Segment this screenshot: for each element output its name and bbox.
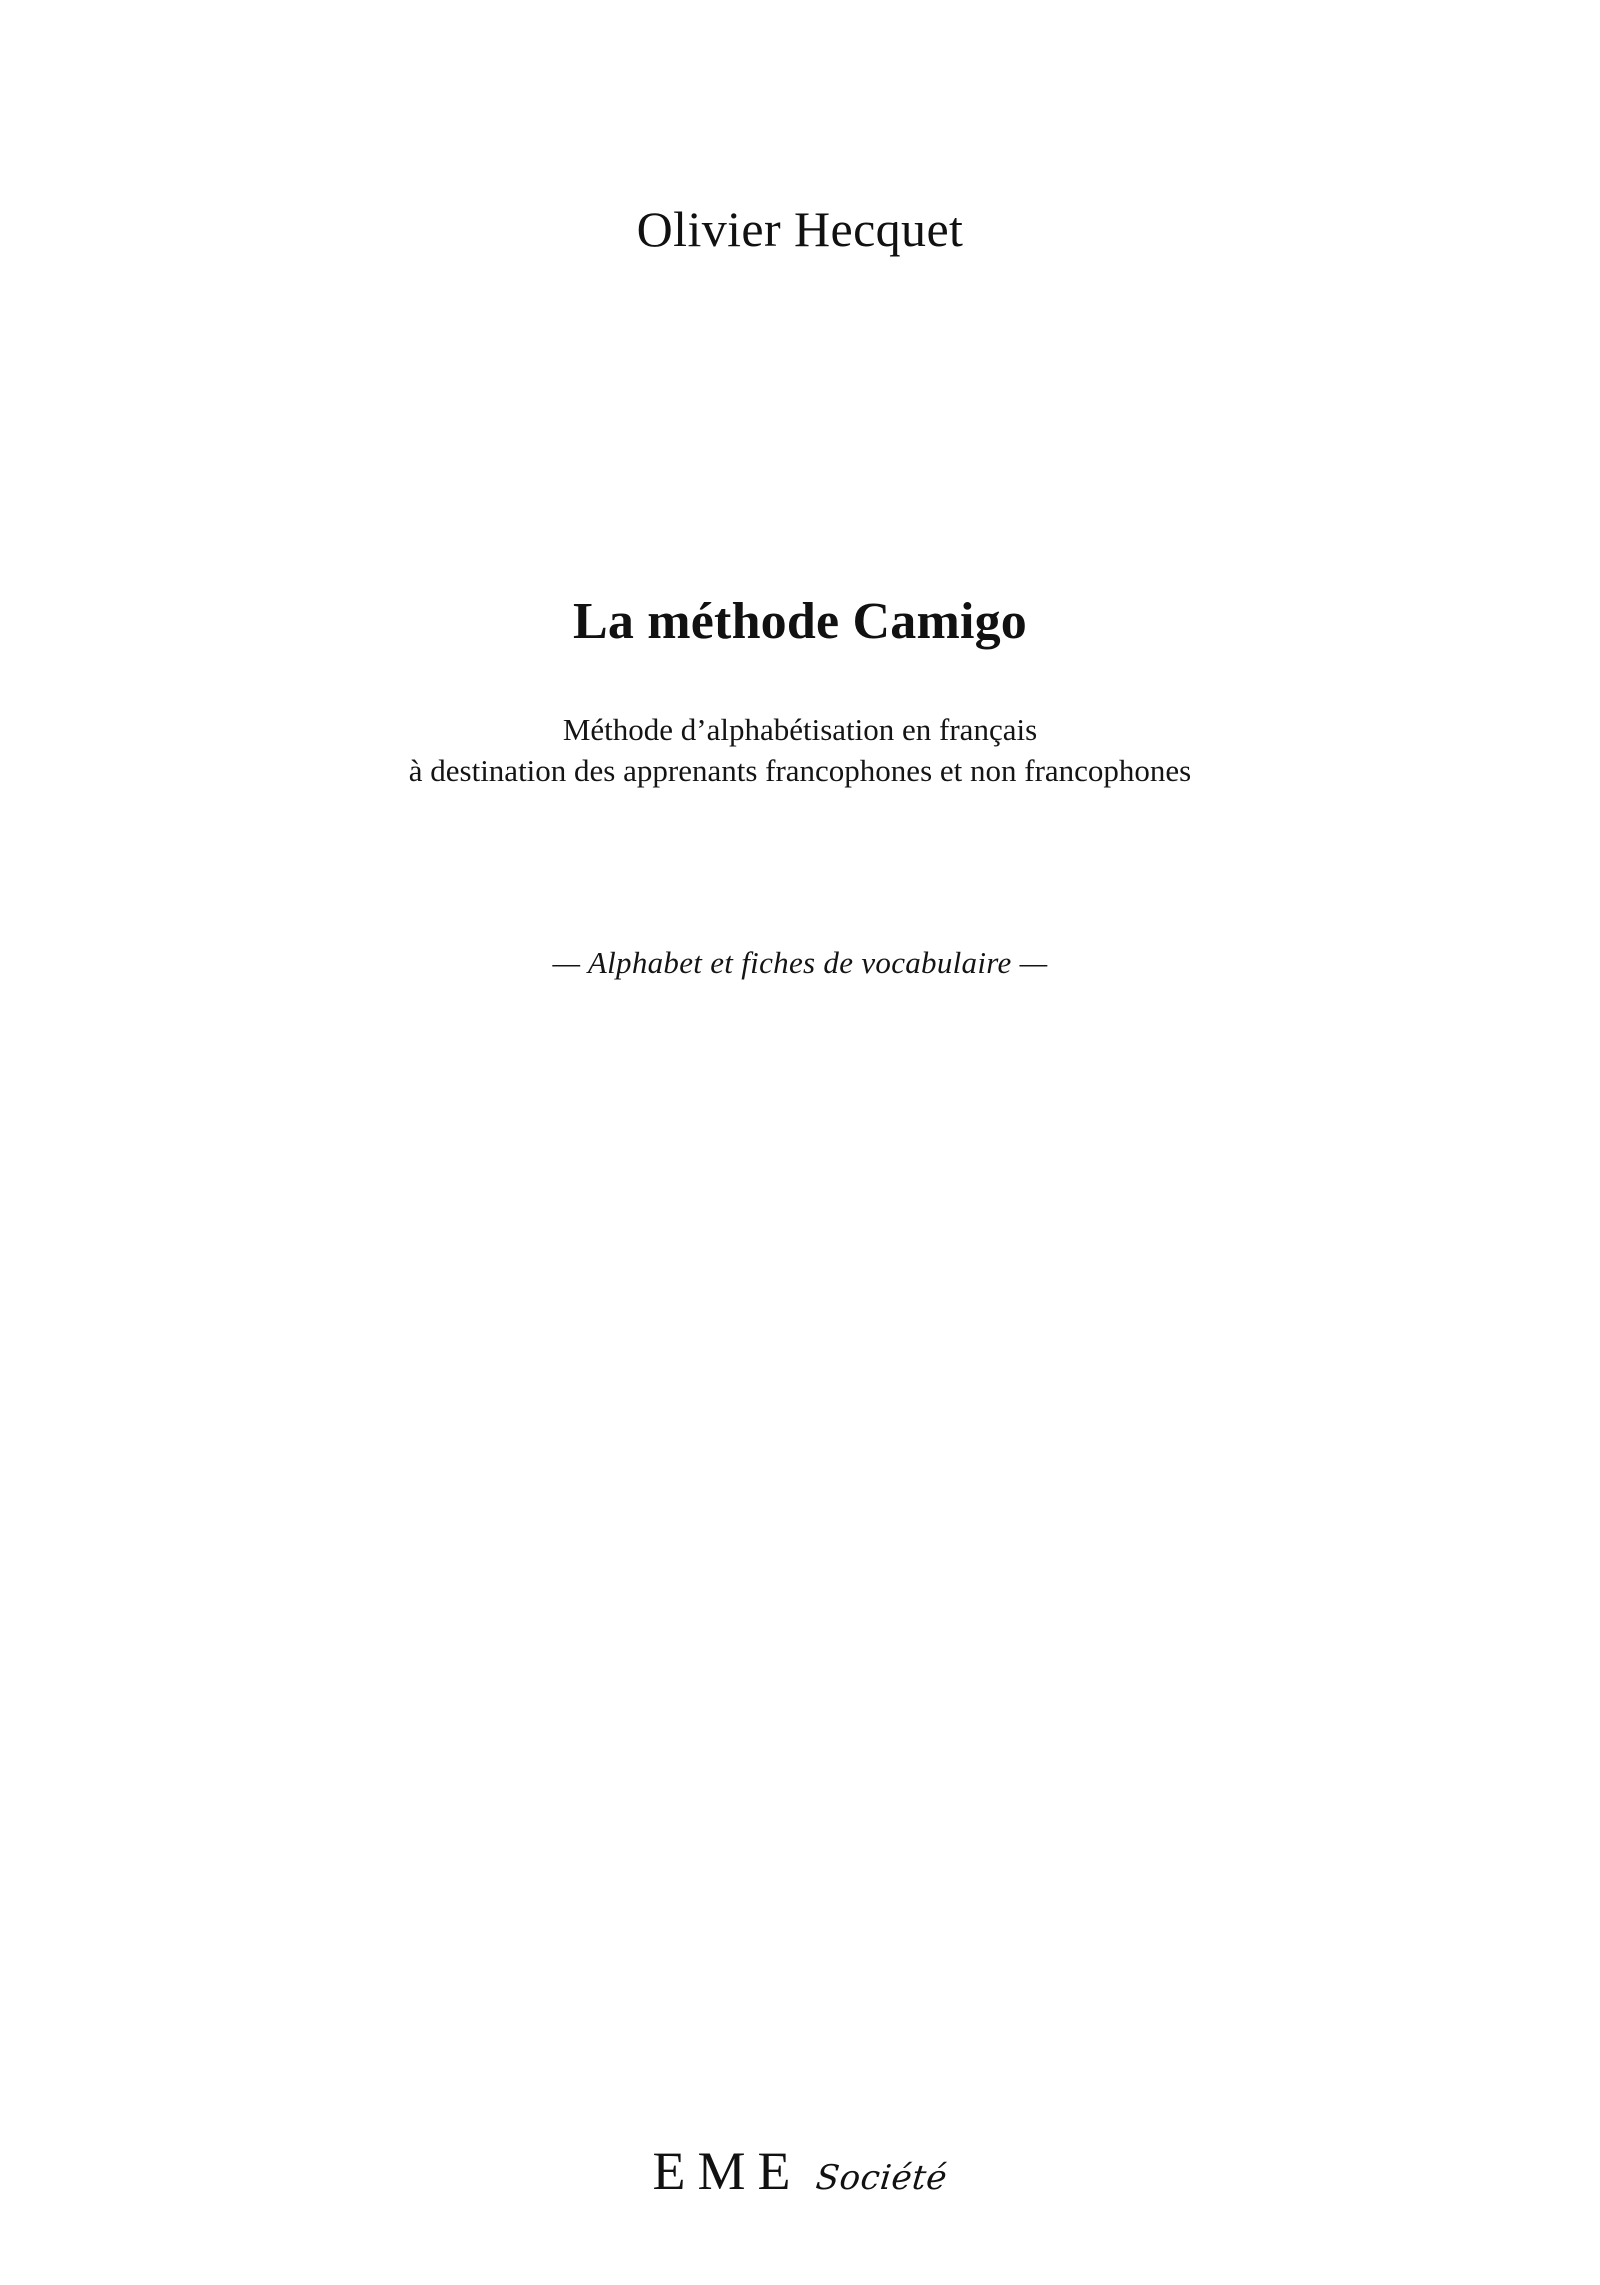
publisher-logo: [0, 2140, 1600, 2202]
subtitle-line-1: Méthode d’alphabétisation en français: [562, 712, 1038, 747]
book-subtitle: [0, 710, 1600, 792]
book-title: La méthode Camigo: [572, 593, 1028, 650]
publisher-imprint: Société: [814, 2158, 950, 2198]
subtitle-line-2: à destination des apprenants francophones et non francophones: [408, 752, 1192, 788]
series-note: — Alphabet et fiches de vocabulaire —: [552, 945, 1048, 980]
author-name: Olivier Hecquet: [636, 201, 964, 257]
publisher-name: EME: [652, 2141, 803, 2201]
